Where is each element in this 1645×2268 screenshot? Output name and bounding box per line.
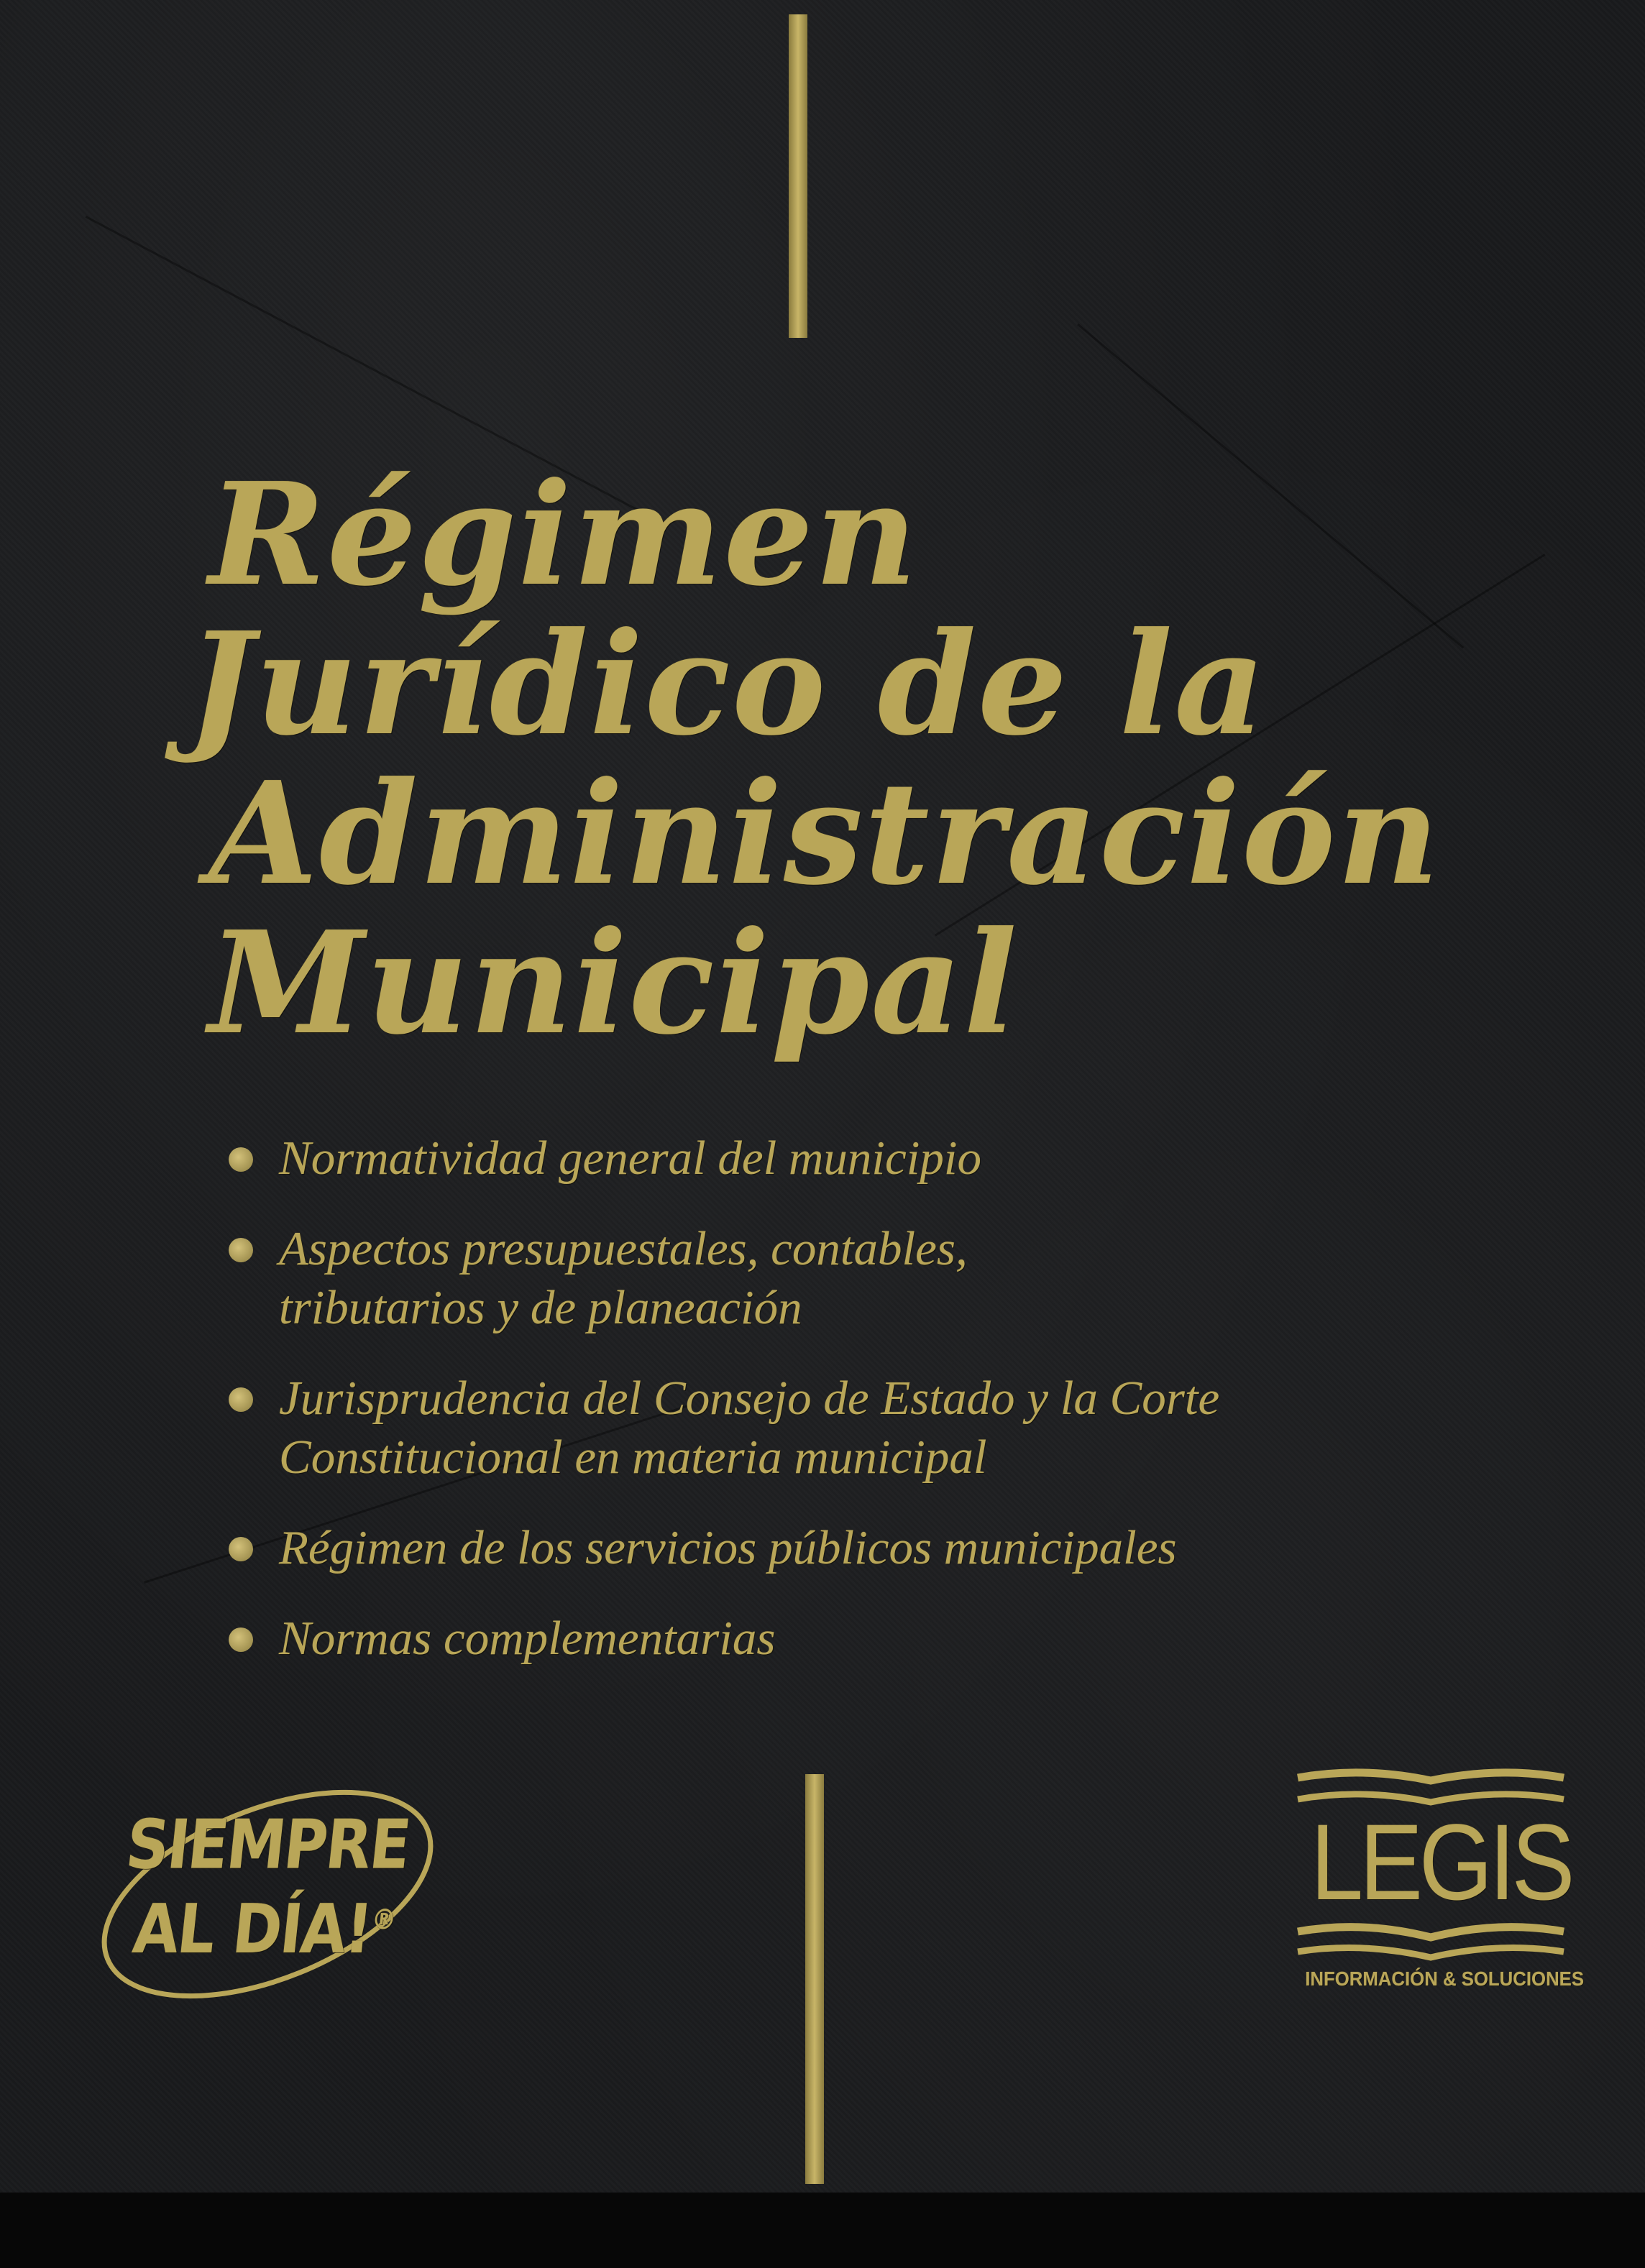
scan-border (0, 2193, 1645, 2268)
bullet-dot-icon (229, 1387, 253, 1412)
badge-line-1: SIEMPRE (122, 1806, 413, 1885)
contents-list (229, 1129, 1422, 1699)
bullet-dot-icon (229, 1627, 253, 1652)
title-line-3: Administración (209, 751, 1442, 917)
contents-item-text: Constitucional en materia municipal (279, 1431, 987, 1484)
contents-item-text: Régimen de los servicios públicos municipales (279, 1521, 1177, 1574)
publisher-tagline: INFORMACIÓN & SOLUCIONES (1305, 1968, 1585, 1990)
contents-item-text: Jurisprudencia del Consejo de Estado y la Corte (279, 1372, 1220, 1425)
title-line-4: Municipal (209, 901, 1019, 1066)
bullet-dot-icon (229, 1238, 253, 1262)
book-title (187, 452, 1503, 1066)
legis-logo (1294, 1765, 1585, 1995)
contents-item (229, 1369, 1422, 1487)
bullet-dot-icon (229, 1537, 253, 1561)
siempre-al-dia-badge (79, 1776, 453, 2013)
contents-item-text: Normatividad general del municipio (279, 1131, 981, 1185)
contents-item (229, 1609, 1422, 1668)
gold-rule-bottom (805, 1774, 824, 2184)
contents-item (229, 1518, 1422, 1577)
publisher-name: LEGIS (1310, 1801, 1572, 1922)
contents-item-text: Normas complementarias (279, 1612, 776, 1665)
badge-line-2: AL DÍA! (129, 1890, 375, 1970)
gold-rule-top (789, 14, 807, 338)
title-line-2: Jurídico de la (187, 602, 1268, 767)
contents-item (229, 1129, 1422, 1188)
contents-item-text: Aspectos presupuestales, contables, (279, 1222, 968, 1275)
registered-mark: ® (370, 1903, 398, 1937)
title-line-1: Régimen (209, 452, 919, 617)
contents-item-text: tributarios y de planeación (279, 1281, 802, 1334)
contents-item (229, 1219, 1422, 1337)
bullet-dot-icon (229, 1147, 253, 1172)
